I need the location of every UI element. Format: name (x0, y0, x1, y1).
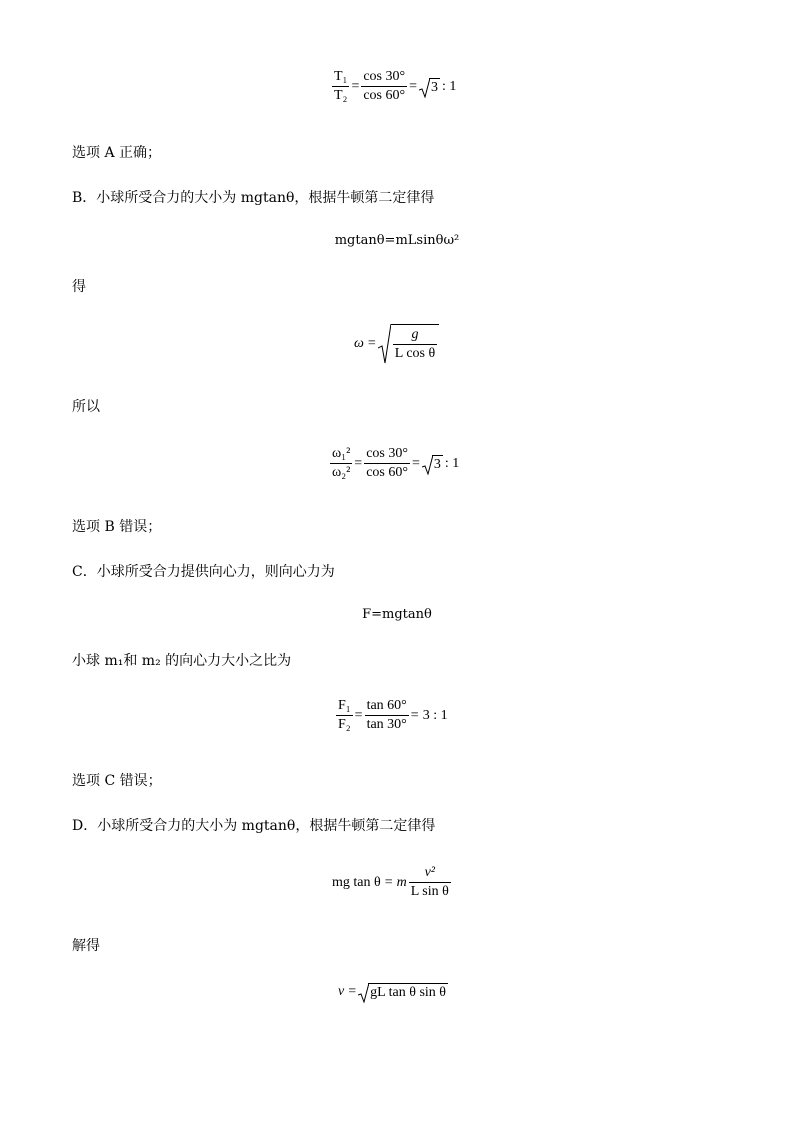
lhs-velocity: v (338, 984, 345, 999)
equation-newton-omega (0, 233, 794, 248)
numerator: cos 30° (364, 445, 410, 464)
fraction-cos-ratio (361, 68, 407, 105)
equals-sign: = (367, 335, 376, 351)
text-de: 得 (72, 279, 86, 295)
lhs-force: mg tan θ (332, 874, 381, 890)
option-d-intro: D．小球所受合力的大小为 mgtanθ，根据牛顿第二定律得 (72, 818, 436, 834)
sqrt-expression (358, 983, 448, 1001)
equals-sign: = (411, 455, 420, 471)
fraction (393, 326, 437, 363)
fraction-t-ratio (332, 68, 349, 105)
numerator: ω₁² (330, 445, 352, 464)
equation-centripetal-force (0, 607, 794, 622)
ratio-result: 3 : 1 (422, 707, 448, 723)
fraction-v2-over-lsin (409, 864, 451, 901)
equals-sign: = (351, 78, 360, 94)
fraction-cos-ratio (364, 445, 410, 482)
equation-newton-velocity (330, 864, 451, 901)
equals-sign: = (409, 78, 418, 94)
radical-sign-icon (378, 324, 391, 364)
text-suoyi: 所以 (72, 399, 100, 415)
numerator: cos 30° (361, 68, 407, 87)
radicand: gL tan θ sin θ (370, 985, 447, 1000)
option-c-verdict: 选项 C 错误； (72, 773, 162, 789)
fraction-f-ratio (336, 697, 353, 734)
radicand: 3 (433, 456, 441, 472)
equals-sign: = (348, 984, 357, 999)
equation-period-ratio (332, 68, 458, 105)
option-b-verdict: 选项 B 错误； (72, 519, 162, 535)
denominator: cos 60° (363, 88, 406, 103)
denominator: ω₂² (332, 465, 351, 480)
equals-sign: = (384, 874, 393, 890)
radicand: 3 (431, 79, 439, 95)
denominator: tan 30° (366, 717, 407, 732)
radical-sign-icon (422, 455, 433, 475)
denominator: cos 60° (366, 465, 408, 480)
numerator: F₁ (336, 697, 353, 716)
equation-text: mgtanθ=mLsinθω² (334, 233, 460, 248)
sqrt-fraction (378, 324, 439, 363)
sqrt-expression (422, 455, 443, 473)
option-b-intro: B．小球所受合力的大小为 mgtanθ，根据牛顿第二定律得 (72, 190, 435, 206)
equals-sign: = (354, 707, 363, 723)
equation-text: F=mgtanθ (362, 607, 432, 622)
text-force-ratio-intro: 小球 m₁和 m₂ 的向心力大小之比为 (72, 653, 292, 669)
fraction-omega-ratio (330, 445, 352, 482)
option-a-verdict: 选项 A 正确； (72, 145, 162, 161)
equation-omega (352, 324, 439, 363)
equation-force-ratio (336, 697, 450, 734)
equation-velocity (336, 983, 448, 1001)
equation-omega-ratio (330, 445, 461, 482)
ratio-tail: : 1 (442, 78, 457, 94)
fraction-tan-ratio (365, 697, 409, 734)
text-jiede: 解得 (72, 938, 100, 954)
mass-coefficient: m (396, 874, 407, 890)
denominator: L cos θ (394, 346, 436, 361)
denominator: T₂ (334, 88, 348, 103)
radical-sign-icon (419, 78, 430, 98)
denominator: F₂ (338, 717, 351, 732)
numerator: tan 60° (365, 697, 409, 716)
lhs-omega: ω (354, 335, 364, 351)
numerator: g (393, 326, 437, 345)
denominator: L sin θ (410, 884, 449, 899)
sqrt-expression (419, 78, 440, 96)
option-c-intro: C．小球所受合力提供向心力，则向心力为 (72, 564, 335, 580)
equals-sign: = (410, 707, 419, 723)
numerator: T₁ (332, 68, 349, 87)
radical-sign-icon (358, 983, 369, 1003)
radicand (391, 324, 439, 363)
equals-sign: = (354, 455, 363, 471)
ratio-tail: : 1 (444, 455, 460, 471)
numerator: v² (409, 864, 451, 883)
